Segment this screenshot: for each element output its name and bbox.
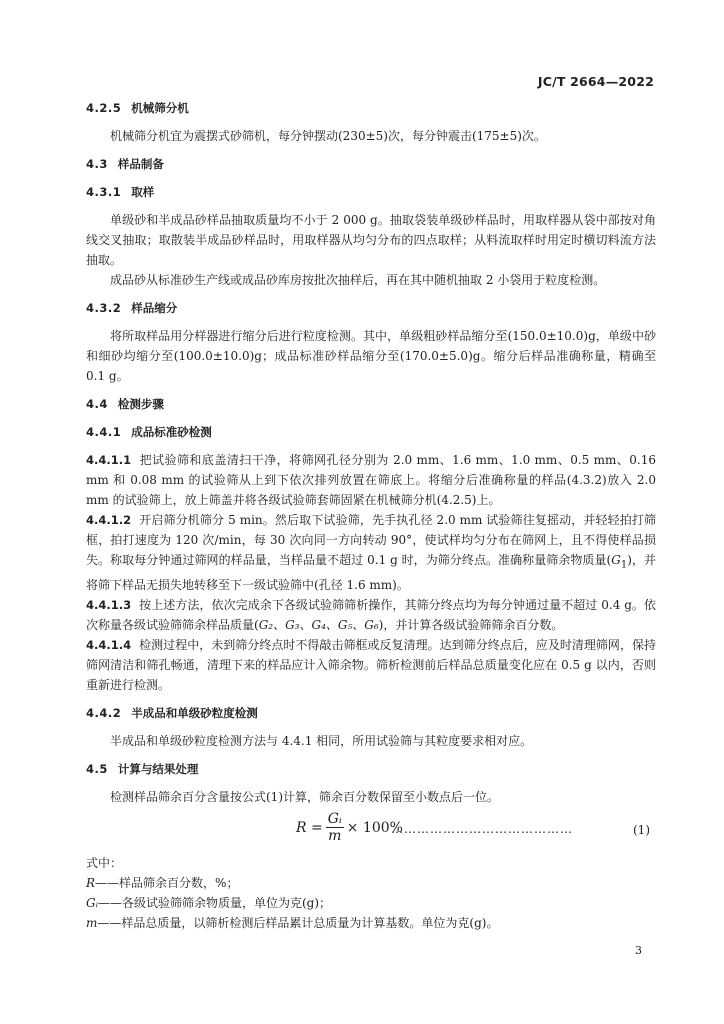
clause-text: 开启筛分机筛分 5 min。然后取下试验筛，先手执孔径 2.0 mm 试验筛往复摇动，并轻轻拍打筛框，拍打速度为 120 次/min，每 30 次向同一方向转动 90°，使试样均匀分布在筛网上，且不得使样品损失。称取每分钟通过筛网的样品量，当样品量不超过 0.1 g 时，为筛分终点。准确称量筛余物质量( (86, 513, 656, 567)
symbol-g: G (611, 553, 621, 567)
formula (296, 811, 403, 844)
clause-text: )，并将筛下样品无损失地转移至下一级试验筛中(孔径 1.6 mm)。 (86, 553, 656, 593)
paragraph: 机械筛分机宜为震摆式砂筛机，每分钟摆动(230±5)次，每分钟震击(175±5)次。 (110, 129, 546, 143)
definition-symbol: R (86, 876, 96, 891)
section-number: 4.2.5 (86, 101, 122, 115)
formula-block (86, 809, 656, 851)
clause-number: 4.4.1.1 (86, 453, 132, 467)
definition-symbol: m (86, 916, 98, 931)
section-heading-4-4 (86, 394, 656, 414)
section-number: 4.3.1 (86, 185, 122, 199)
clause-text: 检测过程中，未到筛分终点时不得敲击筛框或反复清理。达到筛分终点后，应及时清理筛网，保持筛网清洁和筛孔畅通，清理下来的样品应计入筛余物。筛析检测前后样品总质量变化应在 0.5 g 以内，否则重新进行检测。 (86, 638, 656, 693)
paragraph: 单级砂和半成品砂样品抽取质量均不小于 2 000 g。抽取袋装单级砂样品时，用取样器从袋中部按对角线交叉抽取；取散装半成品砂样品时，用取样器从均匀分布的四点取样；从料流取样时用定时横切料流方法抽取。 (86, 213, 656, 267)
document-body (86, 98, 656, 933)
section-title: 检测步骤 (117, 397, 164, 411)
paragraph: 将所取样品用分样器进行缩分后进行粒度检测。其中，单级粗砂样品缩分至(150.0±10.0)g，单级中砂和细砂均缩分至(100.0±10.0)g；成品标准砂样品缩分至(170.0±5.0)g。缩分后样品准确称量，精确至 0.1 g。 (86, 329, 656, 383)
section-number: 4.3.2 (86, 301, 122, 315)
formula-leader-dots: …………………………………… (391, 822, 573, 837)
definition-text: ——各级试验筛筛余物质量，单位为克(g)； (98, 896, 332, 911)
clause-number: 4.4.1.4 (86, 638, 132, 653)
definition-r (86, 873, 656, 893)
section-heading-4-4-2 (86, 703, 656, 723)
section-heading-4-4-1 (86, 422, 656, 442)
section-heading-4-2-5 (86, 98, 656, 118)
symbol-subscript: 1 (620, 559, 628, 571)
section-title: 半成品和单级砂粒度检测 (131, 706, 258, 721)
paragraph: 半成品和单级砂粒度检测方法与 4.4.1 相同，所用试验筛与其粒度要求相对应。 (110, 734, 533, 749)
section-number: 4.4.1 (86, 425, 122, 439)
clause-4-4-1-1 (86, 450, 656, 510)
equation-number: (1) (633, 823, 650, 838)
symbol-list: G₂、G₃、G₄、G₅、G₆ (258, 618, 379, 633)
section-title: 计算与结果处理 (117, 762, 199, 777)
section-title: 样品缩分 (131, 301, 178, 315)
section-heading-4-3-1 (86, 182, 656, 202)
clause-text: )，并计算各级试验筛筛余百分数。 (378, 618, 564, 633)
formula-lhs: R = (296, 819, 323, 836)
section-title: 取样 (131, 185, 155, 199)
clause-number: 4.4.1.2 (86, 513, 132, 527)
definition-m (86, 913, 656, 933)
paragraph: 成品砂从标准砂生产线或成品砂库房按批次抽样后，再在其中随机抽取 2 小袋用于粒度检测。 (110, 273, 606, 287)
section-number: 4.3 (86, 157, 108, 171)
definition-text: ——样品总质量，以筛析检测后样品累计总质量为计算基数。单位为克(g)。 (97, 916, 499, 931)
section-number: 4.4 (86, 397, 108, 411)
section-heading-4-3-2 (86, 298, 656, 318)
clause-text: 把试验筛和底盖清扫干净，将筛网孔径分别为 2.0 mm、1.6 mm、1.0 mm、0.5 mm、0.16 mm 和 0.08 mm 的试验筛从上到下依次排列放置在筛底上。将缩分后准确称量的样品(4.3.2)放入 2.0 mm 的试验筛上，放上筛盖并将各级试验筛套筛固紧在机械筛分机(4.2.5)上。 (86, 453, 656, 507)
clause-4-4-1-3 (86, 595, 656, 635)
section-heading-4-3 (86, 154, 656, 174)
section-title: 样品制备 (117, 157, 164, 171)
formula-denominator: m (328, 828, 342, 845)
clause-4-4-1-2 (86, 510, 656, 595)
clause-number: 4.4.1.3 (86, 598, 132, 613)
formula-fraction (326, 811, 344, 844)
standard-code: JC/T 2664—2022 (537, 74, 654, 89)
section-number: 4.5 (86, 762, 108, 777)
formula-numerator: Gᵢ (327, 811, 342, 828)
where-label: 式中： (86, 856, 123, 871)
definition-text: ——样品筛余百分数，%； (95, 876, 239, 891)
definition-symbol: Gᵢ (86, 896, 98, 911)
page-number: 3 (635, 944, 642, 957)
definition-gi (86, 893, 656, 913)
clause-text: 按上述方法，依次完成余下各级试验筛筛析操作，其筛分终点均为每分钟通过量不超过 0.4 g。依次称量各级试验筛筛余样品质量( (86, 598, 656, 633)
paragraph: 检测样品筛余百分含量按公式(1)计算，筛余百分数保留至小数点后一位。 (110, 790, 500, 805)
formula-rhs: × 100% (346, 819, 403, 836)
section-number: 4.4.2 (86, 706, 122, 721)
clause-4-4-1-4 (86, 635, 656, 695)
section-heading-4-5 (86, 759, 656, 779)
section-title: 成品标准砂检测 (131, 425, 212, 439)
section-title: 机械筛分机 (131, 101, 189, 115)
